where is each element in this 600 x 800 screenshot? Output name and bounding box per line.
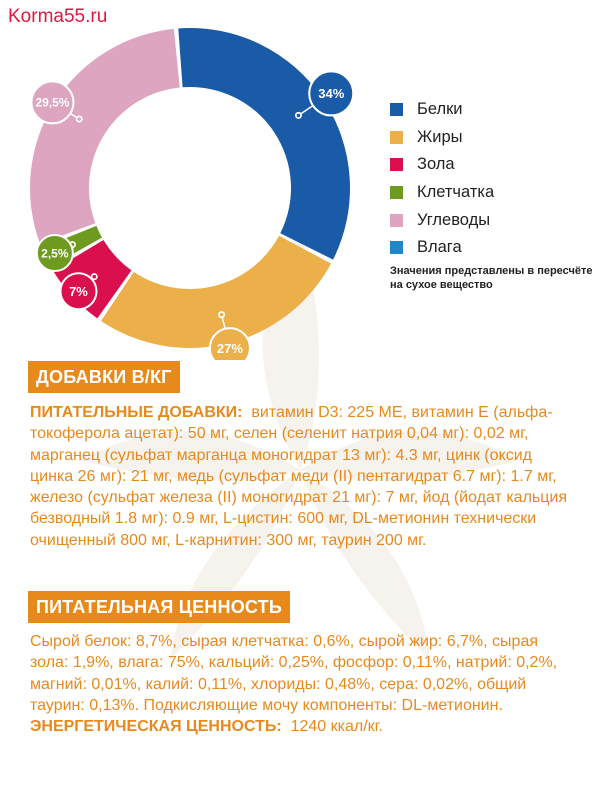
legend-swatch-ash [390, 158, 403, 171]
additives-paragraph [30, 402, 578, 551]
energy-paragraph [30, 716, 578, 737]
legend-item-moisture [390, 234, 494, 262]
legend-label-ash: Зола [417, 155, 455, 174]
legend-swatch-moisture [390, 241, 403, 254]
legend-item-fiber [390, 179, 494, 207]
legend-swatch-fat [390, 131, 403, 144]
chart-legend [390, 96, 494, 262]
badge-label-protein: 34% [318, 86, 345, 102]
badge-label-ash: 7% [69, 283, 88, 299]
legend-swatch-protein [390, 103, 403, 116]
legend-item-carbs [390, 206, 494, 234]
legend-label-moisture: Влага [417, 238, 462, 257]
connector-dot-core-protein [297, 114, 301, 118]
donut-chart [0, 0, 600, 360]
legend-swatch-fiber [390, 186, 403, 199]
energy-value: 1240 ккал/кг. [290, 718, 383, 736]
nutrition-paragraph: Сырой белок: 8,7%, сырая клетчатка: 0,6%, сырой жир: 6,7%, сырая зола: 1,9%, влага: 75%, кальций: 0,25%, фосфор: 0,11%, натрий: 0,2%, магний: 0,01%, калий: 0,11%, хлориды: 0,48%, сера: 0,02%, общий таурин: 0,13%. Подкисляющие мочу компоненты: DL-метионин. [30, 633, 558, 714]
legend-item-fat [390, 124, 494, 152]
chart-note: Значения представлены в пересчёте на сухое вещество [390, 265, 593, 291]
connector-dot-core-fat [220, 313, 224, 317]
energy-lead: ЭНЕРГЕТИЧЕСКАЯ ЦЕННОСТЬ: [30, 718, 282, 736]
legend-swatch-carbs [390, 214, 403, 227]
connector-dot-core-ash [92, 275, 96, 279]
legend-label-fat: Жиры [417, 127, 463, 146]
nutrition-text [30, 631, 578, 737]
badge-label-fat: 27% [216, 340, 243, 356]
nutrition-header: ПИТАТЕЛЬНАЯ ЦЕННОСТЬ [28, 591, 290, 623]
connector-dot-core-carbs [77, 117, 81, 121]
additives-header: ДОБАВКИ В/КГ [28, 361, 180, 393]
badge-label-fiber: 2,5% [41, 246, 69, 261]
legend-item-protein [390, 96, 494, 124]
additives-body: витамин D3: 225 МЕ, витамин Е (альфа-токоферола ацетат): 50 мг, селен (селенит натрия 0,04 мг): 0,02 мг, марганец (сульфат марганца моногидрат 13 мг): 4.3 мг, цинк (оксид цинка 26 мг): 21 мг, медь (сульфат меди (II) пентагидрат 6.7 мг): 1.7 мг, железо (сульфат железа (II) моногидрат 21 мг): 7 мг, йод (йодат кальция безводный 1.8 мг): 0.9 мг, L-цистин: 600 мг, DL-метионин технически очищенный 800 мг, L-карнитин: 300 мг, таурин 200 мг. [30, 404, 568, 549]
site-name[interactable]: Korma55.ru [8, 6, 108, 27]
legend-label-protein: Белки [417, 100, 463, 119]
legend-label-fiber: Клетчатка [417, 183, 495, 202]
additives-lead: ПИТАТЕЛЬНЫЕ ДОБАВКИ: [30, 404, 243, 421]
donut-segment-protein [178, 28, 350, 260]
legend-item-ash [390, 151, 494, 179]
additives-text [30, 402, 578, 551]
badge-label-carbs: 29,5% [35, 95, 70, 110]
legend-label-carbs: Углеводы [417, 210, 491, 229]
donut-segment-carbs [30, 29, 180, 244]
donut-segment-fat [101, 236, 331, 348]
